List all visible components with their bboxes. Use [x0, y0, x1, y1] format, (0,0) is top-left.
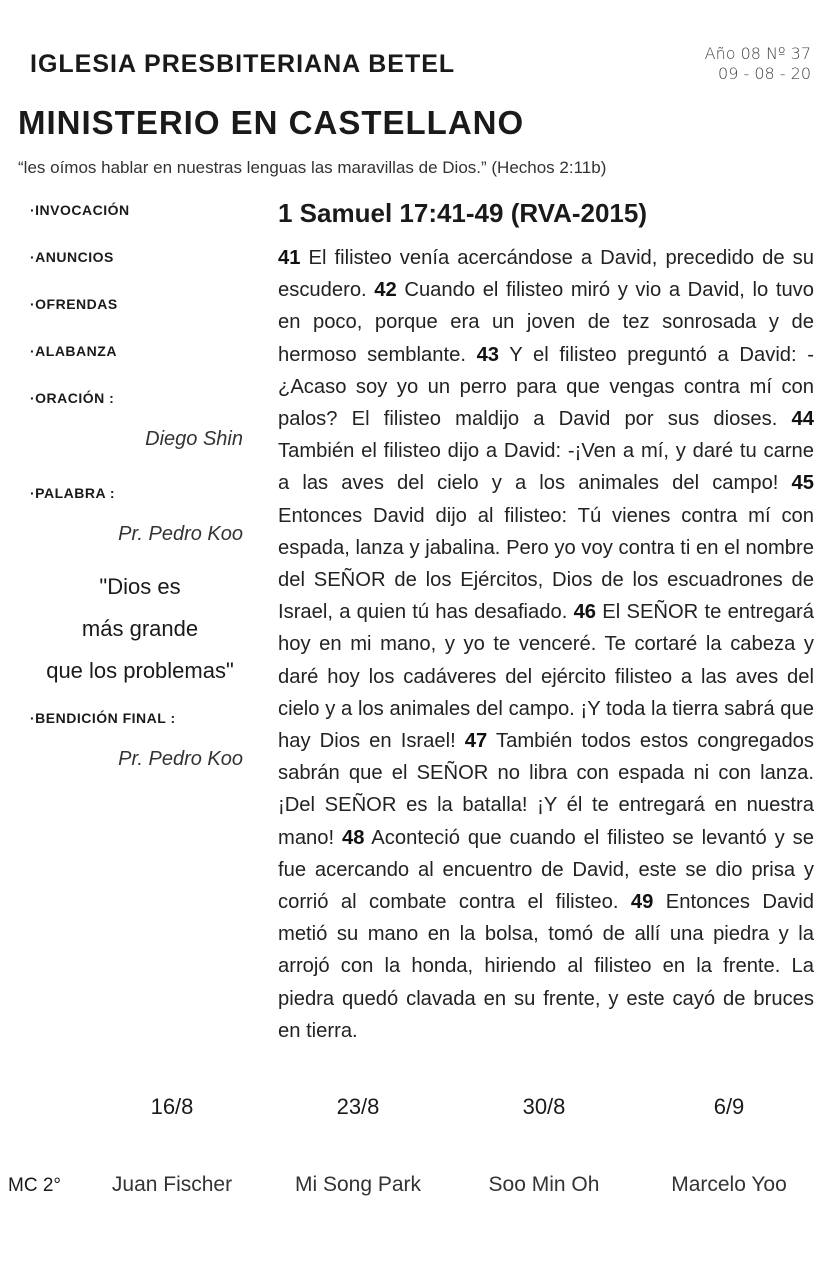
order-ofrendas: ·OFRENDAS	[30, 296, 118, 312]
order-oracion: ·ORACIÓN :	[30, 390, 115, 406]
ministry-title: MINISTERIO EN CASTELLANO	[18, 104, 525, 141]
motto-quote: “les oímos hablar en nuestras lenguas las maravillas de Dios.” (Hechos 2:11b)	[18, 158, 607, 177]
palabra-person: Pr. Pedro Koo	[118, 523, 243, 545]
church-name: IGLESIA PRESBITERIANA BETEL	[30, 50, 456, 78]
verse-number: 42	[374, 279, 397, 302]
sermon-title-line: más grande	[81, 616, 199, 641]
issue-date: 09 - 08 - 20	[718, 64, 811, 83]
sermon-title-line: "Dios es	[99, 574, 181, 599]
sermon-title	[0, 566, 280, 692]
verse-text: También el filisteo dijo a David: -¡Ven a mí, y daré tu carne a las aves del cielo y a los animales del campo!	[278, 440, 814, 495]
verse-number: 49	[630, 891, 654, 914]
verse-number: 48	[342, 826, 365, 849]
order-palabra: ·PALABRA :	[30, 485, 116, 501]
verse-text: Cuando el filisteo miró y vio a David, lo tuvo en poco, porque era un joven de tez sonrosada y de hermoso semblante.	[278, 279, 814, 366]
passage-text	[278, 242, 814, 1047]
verse-number: 46	[573, 601, 597, 624]
schedule-date: 6/9	[713, 1094, 745, 1119]
mc-name: Marcelo Yoo	[671, 1173, 787, 1196]
schedule-date: 16/8	[150, 1094, 194, 1119]
mc-label: MC 2°	[8, 1175, 61, 1196]
verse-number: 44	[791, 408, 814, 431]
issue-info	[705, 44, 811, 84]
mc-name: Mi Song Park	[294, 1173, 422, 1196]
verse-text: El SEÑOR te entregará hoy en mi mano, y yo te venceré. Te cortaré la cabeza y daré hoy los cadáveres del ejército filisteo a las aves del cielo y a los animales del campo. ¡Y toda la tierra sabrá que hay Dios en Israel!	[278, 601, 814, 753]
order-bendicion: ·BENDICIÓN FINAL :	[30, 710, 176, 726]
verse-text: Entonces David metió su mano en la bolsa, tomó de allí una piedra y la arrojó con la honda, hiriendo al filisteo en la frente. La piedra quedó clavada en su frente, y este cayó de bruces en tierra.	[278, 891, 814, 1042]
verse-text: El filisteo venía acercándose a David, precedido de su escudero.	[278, 247, 814, 302]
verse-text: También todos estos congregados sabrán que el SEÑOR no libra con espada ni con lanza. ¡Del SEÑOR es la batalla! ¡Y él te entregará en nuestra mano!	[278, 730, 814, 849]
order-anuncios: ·ANUNCIOS	[30, 249, 114, 265]
verse-text: Aconteció que cuando el filisteo se levantó y se fue acercando al encuentro de David, este se dio prisa y corrió al combate contra el filisteo.	[278, 826, 814, 914]
issue-number: Año 08 Nº 37	[704, 44, 811, 63]
passage-reference: 1 Samuel 17:41-49 (RVA-2015)	[278, 198, 648, 228]
verse-number: 43	[476, 343, 500, 366]
verse-number: 45	[791, 472, 814, 495]
verse-text: Entonces David dijo al filisteo: Tú vienes contra mí con espada, lanza y jabalina. Pero yo voy contra ti en el nombre del SEÑOR de los Ejércitos, Dios de los escuadrones de Israel, a quien tú has desafiado.	[278, 504, 814, 624]
verse-text: Y el filisteo preguntó a David: -¿Acaso soy yo un perro para que vengas contra mí con palos? El filisteo maldijo a David por sus dioses.	[278, 343, 814, 431]
order-invocacion: ·INVOCACIÓN	[30, 202, 130, 218]
verse-number: 47	[464, 730, 488, 753]
mc-name: Soo Min Oh	[488, 1173, 600, 1196]
sermon-title-line: que los problemas"	[46, 658, 234, 683]
bendicion-person: Pr. Pedro Koo	[118, 748, 243, 770]
schedule-date: 30/8	[522, 1094, 566, 1119]
mc-name: Juan Fischer	[111, 1173, 233, 1196]
schedule-date: 23/8	[336, 1094, 380, 1119]
oracion-person: Diego Shin	[145, 428, 243, 450]
verse-number: 41	[278, 247, 301, 269]
order-alabanza: ·ALABANZA	[30, 343, 117, 359]
